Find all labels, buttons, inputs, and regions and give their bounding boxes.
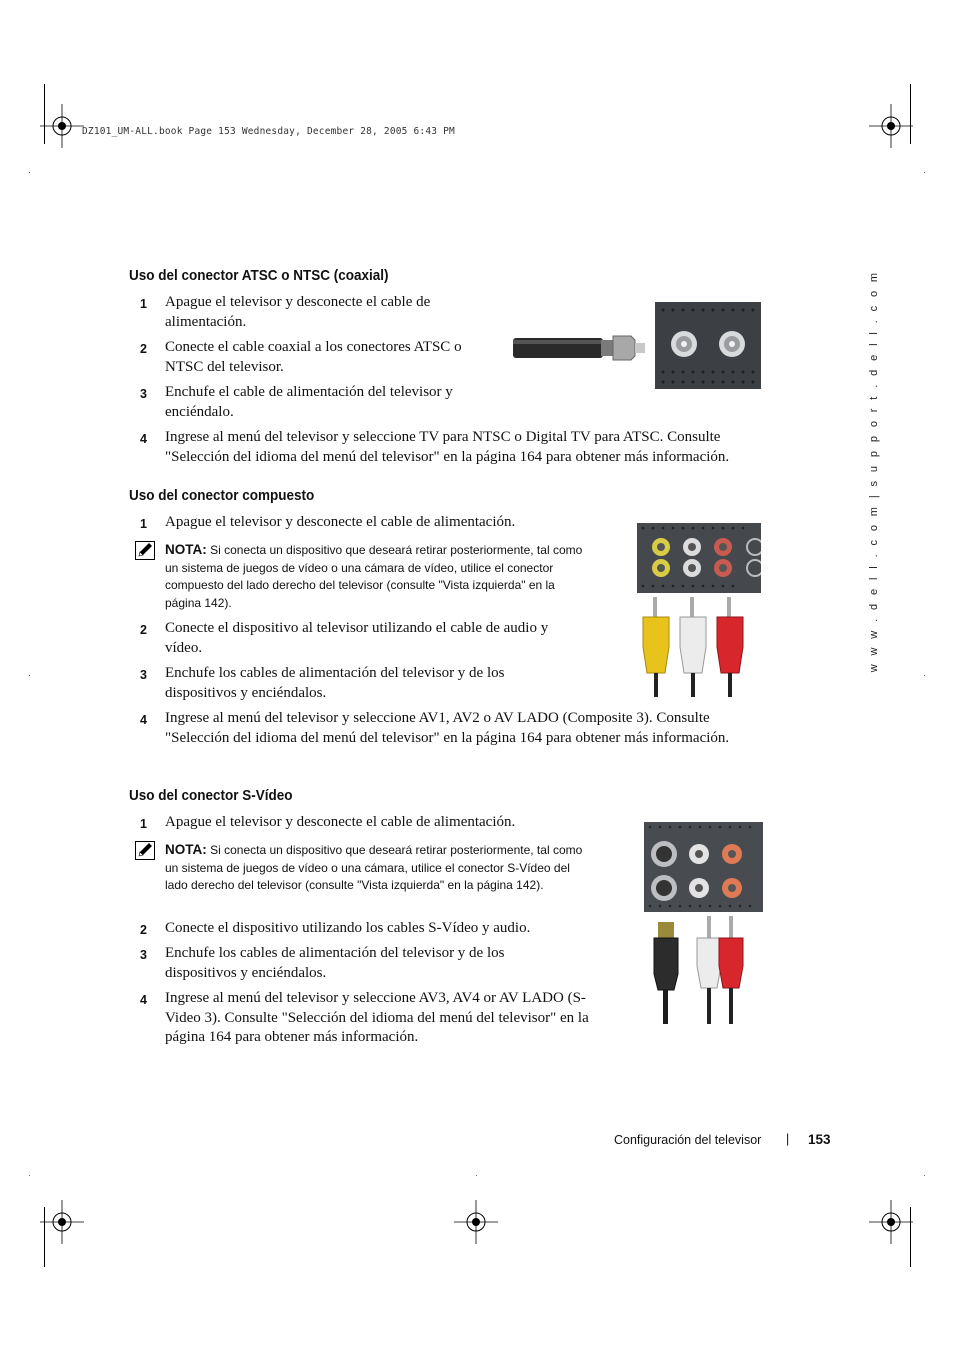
step-number: 4: [140, 993, 147, 1007]
footer-separator: |: [786, 1132, 790, 1146]
step-text: Apague el televisor y desconecte el cable de alimentación.: [165, 814, 516, 830]
pencil-note-icon: [135, 541, 155, 560]
rca-cable-icon: [637, 597, 751, 697]
step-number: 1: [140, 517, 147, 531]
step-text: Conecte el dispositivo utilizando los cables S-Vídeo y audio.: [165, 920, 531, 936]
registration-mark-icon: [40, 1200, 84, 1244]
registration-mark-icon: [40, 104, 84, 148]
note-label: NOTA:: [165, 842, 207, 857]
step-text: Apague el televisor y desconecte el cable de alimentación.: [165, 294, 431, 330]
composite-connector-photo: [637, 523, 761, 593]
step-number: 1: [140, 817, 147, 831]
section-title: Uso del conector compuesto: [129, 487, 315, 504]
step-text: Enchufe los cables de alimentación del televisor y de los dispositivos y enciéndalos.: [165, 945, 505, 981]
svideo-cable-icon: [650, 916, 750, 1024]
step-number: 2: [140, 923, 147, 937]
coax-connector-photo: [655, 302, 761, 389]
page-number: 153: [808, 1132, 831, 1147]
step-number: 4: [140, 432, 147, 446]
note-label: NOTA:: [165, 542, 207, 557]
note-box: [165, 541, 585, 612]
registration-mark-icon: [869, 104, 913, 148]
step-number: 2: [140, 342, 147, 356]
registration-mark-icon: [454, 1200, 498, 1244]
step-text: Apague el televisor y desconecte el cable de alimentación.: [165, 514, 516, 530]
step-number: 4: [140, 713, 147, 727]
note-text: Si conecta un dispositivo que deseará retirar posteriormente, tal como un sistema de juegos de vídeo o una cámara, utilice el conector S-Vídeo del lado derecho del televisor (consulte "Vista izquierda" en la página 142).: [165, 843, 583, 893]
note-box: [165, 841, 590, 895]
pencil-note-icon: [135, 841, 155, 860]
step-text: Ingrese al menú del televisor y seleccione AV1, AV2 o AV LADO (Composite 3). Consulte "Selección del idioma del menú del televisor" en la página 164 para obtener más información.: [165, 710, 730, 746]
step-text: Ingrese al menú del televisor y seleccione TV para NTSC o Digital TV para ATSC. Consulte "Selección del idioma del menú del televisor" en la página 164 para obtener más información.: [165, 429, 730, 465]
footer-section: Configuración del televisor: [614, 1133, 762, 1147]
step-text: Enchufe el cable de alimentación del televisor y enciéndalo.: [165, 384, 453, 420]
step-text: Enchufe los cables de alimentación del televisor y de los dispositivos y enciéndalos.: [165, 665, 505, 701]
section-title: Uso del conector S-Vídeo: [129, 787, 293, 804]
registration-mark-icon: [869, 1200, 913, 1244]
note-text: Si conecta un dispositivo que deseará retirar posteriormente, tal como un sistema de juegos de vídeo o una cámara de vídeo, utilice el conector compuesto del lado derecho del televisor (consulte "Vista izquierda" en la página 142).: [165, 543, 583, 610]
step-number: 1: [140, 297, 147, 311]
step-number: 2: [140, 623, 147, 637]
step-number: 3: [140, 668, 147, 682]
step-text: Conecte el dispositivo al televisor utilizando el cable de audio y vídeo.: [165, 620, 549, 656]
svideo-connector-photo: [644, 822, 763, 912]
step-text: Ingrese al menú del televisor y seleccione AV3, AV4 or AV LADO (S-Video 3). Consulte "Selección del idioma del menú del televisor" en la página 164 para obtener más información.: [165, 990, 589, 1045]
section-title: Uso del conector ATSC o NTSC (coaxial): [129, 267, 389, 284]
print-header: DZ101_UM-ALL.book Page 153 Wednesday, December 28, 2005 6:43 PM: [82, 126, 455, 137]
step-number: 3: [140, 387, 147, 401]
coax-cable-icon: [513, 328, 645, 368]
step-text: Conecte el cable coaxial a los conectores ATSC o NTSC del televisor.: [165, 339, 462, 375]
step-number: 3: [140, 948, 147, 962]
sidebar-url: w w w . d e l l . c o m | s u p p o r t . d e l l . c o m: [868, 270, 880, 673]
